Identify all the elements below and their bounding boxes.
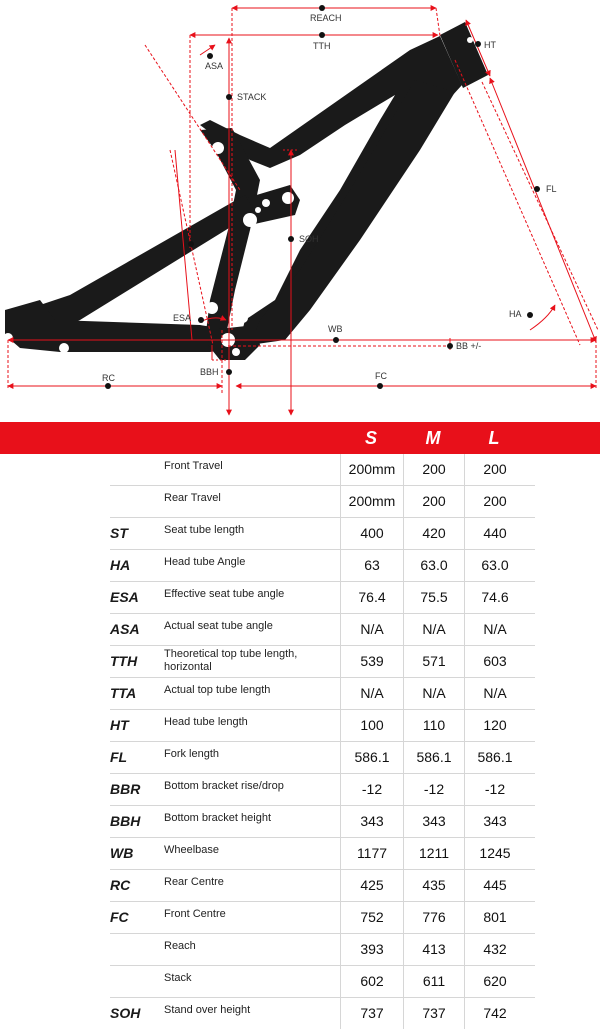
table-row — [110, 454, 535, 486]
row-abbreviation: ST — [110, 525, 128, 541]
table-row — [110, 646, 535, 678]
row-description: Stack — [164, 972, 192, 984]
table-row — [110, 806, 535, 838]
row-description: Theoretical top tube length, horizontal — [164, 648, 298, 673]
value-l: 200 — [464, 486, 525, 517]
value-s: 400 — [340, 518, 403, 549]
value-s: 343 — [340, 806, 403, 837]
table-row — [110, 614, 535, 646]
chain-stay — [5, 300, 235, 352]
value-m: N/A — [403, 678, 464, 709]
value-s: 63 — [340, 550, 403, 581]
esa-label: ESA — [173, 313, 192, 323]
row-abbreviation — [110, 454, 160, 485]
row-description: Wheelbase — [164, 844, 220, 856]
value-l: 742 — [464, 998, 525, 1029]
value-s: N/A — [340, 614, 403, 645]
ht-label: HT — [484, 40, 496, 50]
table-row — [110, 998, 535, 1029]
table-row — [110, 902, 535, 934]
table-row — [110, 678, 535, 710]
value-s: 425 — [340, 870, 403, 901]
row-abbreviation: TTH — [110, 653, 138, 669]
row-abbreviation: BBR — [110, 781, 141, 797]
value-m: 435 — [403, 870, 464, 901]
value-s: 1177 — [340, 838, 403, 869]
bb-label: BB +/- — [456, 341, 482, 351]
value-m: 110 — [403, 710, 464, 741]
table-row — [110, 518, 535, 550]
reach-label: REACH — [310, 13, 342, 23]
row-abbreviation — [110, 966, 160, 997]
value-l: 445 — [464, 870, 525, 901]
row-description: Actual seat tube angle — [164, 620, 273, 632]
bbh-label: BBH — [200, 367, 219, 377]
row-abbreviation: HA — [110, 557, 131, 573]
value-l: 120 — [464, 710, 525, 741]
value-m: 737 — [403, 998, 464, 1029]
row-description: Head tube length — [164, 716, 248, 728]
row-abbreviation — [110, 934, 160, 965]
asa-line — [145, 45, 240, 190]
value-l: 1245 — [464, 838, 525, 869]
fl-label: FL — [546, 184, 557, 194]
frame-geometry-svg — [0, 0, 600, 422]
soh-label: SOH — [299, 234, 319, 244]
geometry-table — [110, 454, 535, 1029]
value-l: 603 — [464, 646, 525, 677]
value-m: 343 — [403, 806, 464, 837]
geometry-diagram — [0, 0, 600, 422]
table-row — [110, 742, 535, 774]
value-l: 432 — [464, 934, 525, 965]
fc-label: FC — [375, 371, 387, 381]
value-m: 200 — [403, 486, 464, 517]
asa-arc — [200, 45, 215, 55]
value-s: 200mm — [340, 454, 403, 485]
fl-ext — [482, 82, 598, 330]
row-abbreviation: FL — [110, 749, 128, 765]
value-l: 343 — [464, 806, 525, 837]
table-row — [110, 582, 535, 614]
value-m: 413 — [403, 934, 464, 965]
rc-label: RC — [102, 373, 115, 383]
row-abbreviation: TTA — [110, 685, 137, 701]
table-row — [110, 710, 535, 742]
value-l: 63.0 — [464, 550, 525, 581]
table-row — [110, 934, 535, 966]
value-m: 776 — [403, 902, 464, 933]
value-m: 571 — [403, 646, 464, 677]
stack-label: STACK — [237, 92, 267, 102]
row-description: Fork length — [164, 748, 220, 760]
ha-arc — [530, 305, 555, 330]
row-abbreviation: BBH — [110, 813, 141, 829]
value-l: 74.6 — [464, 582, 525, 613]
reach-right-ext — [436, 8, 440, 36]
ha-label: HA — [509, 309, 522, 319]
value-s: 539 — [340, 646, 403, 677]
value-l: 586.1 — [464, 742, 525, 773]
value-m: 586.1 — [403, 742, 464, 773]
value-m: 420 — [403, 518, 464, 549]
value-l: 620 — [464, 966, 525, 997]
size-heading-l: L — [488, 428, 500, 448]
row-abbreviation — [110, 486, 160, 517]
row-description: Actual top tube length — [164, 684, 271, 696]
row-description: Head tube Angle — [164, 556, 246, 568]
size-header-bar — [0, 422, 600, 454]
row-description: Bottom bracket rise/drop — [164, 780, 284, 792]
table-row — [110, 966, 535, 998]
value-s: 100 — [340, 710, 403, 741]
value-m: 1211 — [403, 838, 464, 869]
row-abbreviation: RC — [110, 877, 131, 893]
value-l: N/A — [464, 678, 525, 709]
value-m: N/A — [403, 614, 464, 645]
value-s: 586.1 — [340, 742, 403, 773]
tth-label: TTH — [313, 41, 331, 51]
table-row — [110, 550, 535, 582]
row-description: Seat tube length — [164, 524, 245, 536]
row-description: Bottom bracket height — [164, 812, 272, 824]
value-m: 63.0 — [403, 550, 464, 581]
wb-label: WB — [328, 324, 343, 334]
value-s: 752 — [340, 902, 403, 933]
value-l: -12 — [464, 774, 525, 805]
table-row — [110, 486, 535, 518]
value-s: 602 — [340, 966, 403, 997]
value-m: -12 — [403, 774, 464, 805]
value-l: 801 — [464, 902, 525, 933]
asa-label: ASA — [205, 61, 224, 71]
value-m: 75.5 — [403, 582, 464, 613]
table-row — [110, 838, 535, 870]
value-s: 393 — [340, 934, 403, 965]
dimension-lines — [8, 8, 598, 415]
size-heading-s: S — [364, 428, 377, 448]
row-description: Rear Centre — [164, 876, 224, 888]
value-s: -12 — [340, 774, 403, 805]
row-description: Rear Travel — [164, 492, 221, 504]
value-l: 440 — [464, 518, 525, 549]
value-l: 200 — [464, 454, 525, 485]
bike-frame — [3, 22, 488, 360]
value-s: N/A — [340, 678, 403, 709]
value-m: 200 — [403, 454, 464, 485]
value-m: 611 — [403, 966, 464, 997]
row-abbreviation: WB — [110, 845, 134, 861]
row-abbreviation: FC — [110, 909, 129, 925]
row-abbreviation: ASA — [110, 621, 140, 637]
row-description: Front Centre — [164, 908, 226, 920]
row-description: Front Travel — [164, 460, 223, 472]
value-l: N/A — [464, 614, 525, 645]
row-description: Reach — [164, 940, 196, 952]
size-heading-m: M — [425, 428, 441, 448]
value-s: 200mm — [340, 486, 403, 517]
value-s: 737 — [340, 998, 403, 1029]
value-s: 76.4 — [340, 582, 403, 613]
row-abbreviation: SOH — [110, 1005, 141, 1021]
row-description: Stand over height — [164, 1004, 251, 1016]
fl-line — [490, 78, 596, 342]
table-row — [110, 774, 535, 806]
row-description: Effective seat tube angle — [164, 588, 285, 600]
row-abbreviation: HT — [110, 717, 129, 733]
table-row — [110, 870, 535, 902]
row-abbreviation: ESA — [110, 589, 139, 605]
steer-axis — [455, 60, 580, 345]
